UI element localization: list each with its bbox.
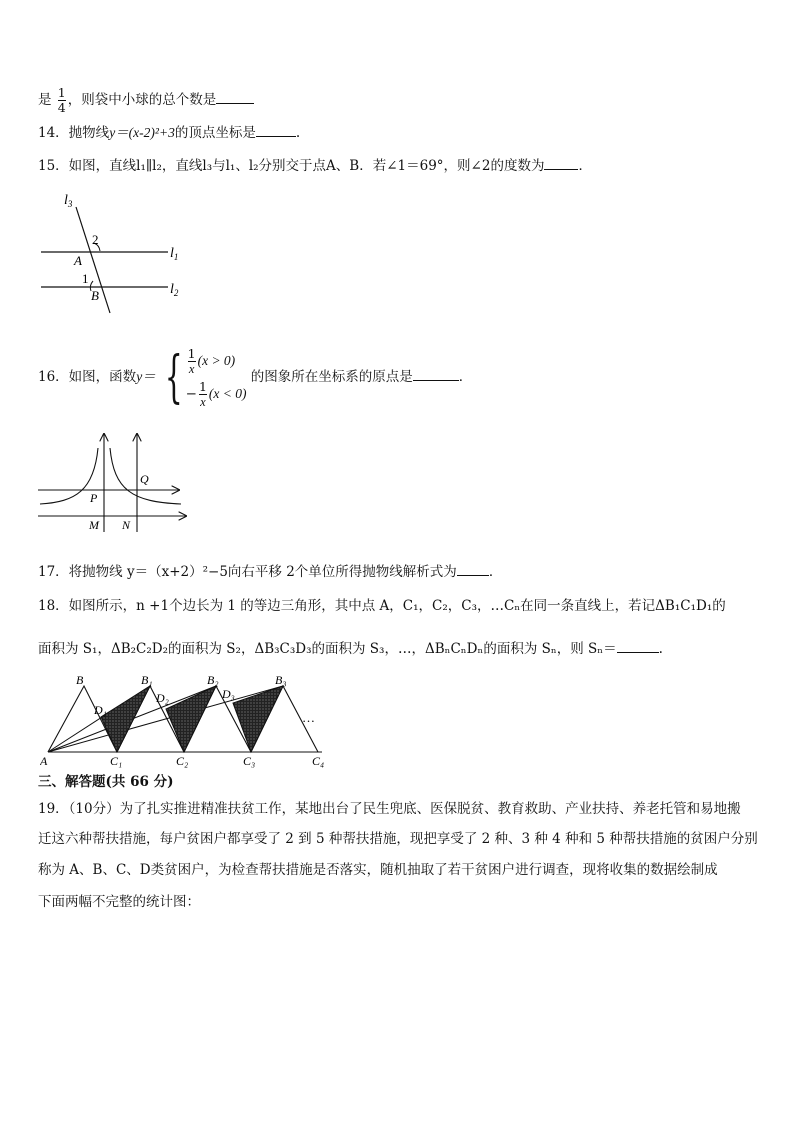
label-C4: C₄ xyxy=(312,754,325,768)
q16-figure xyxy=(36,430,191,535)
q16-case-2: − $\frac{1}{x}$ (x < 0) xyxy=(185,378,247,409)
label-C3: C₃ xyxy=(243,754,256,768)
label-C2: C₂ xyxy=(176,754,189,768)
q16-y: y＝ xyxy=(136,369,156,384)
label-angle-1: 1 xyxy=(82,271,89,286)
q15-figure xyxy=(38,185,198,320)
label-C1: C₁ xyxy=(110,754,123,768)
q15-end: ． xyxy=(578,158,592,174)
label-l1: $l_1$ xyxy=(170,246,179,262)
label-D2: D₂ xyxy=(156,691,169,705)
q13-frac-numerator: 1 xyxy=(57,85,66,100)
q17-answer-blank[interactable] xyxy=(457,561,489,576)
label-B1: B₁ xyxy=(141,673,153,687)
q19-line-3 xyxy=(38,860,718,880)
q18-end: . xyxy=(658,641,663,657)
q18-line-1 xyxy=(38,596,726,616)
q18-text-1: 18．如图所示，n +1个边长为 1 的等边三角形，其中点 A，C₁，C₂，C₃，…Cₙ在同一条直线上，若记ΔB₁C₁D₁的 xyxy=(38,598,726,614)
q15-line xyxy=(38,155,592,176)
label-D3: D₃ xyxy=(222,687,235,701)
q13-tail-line xyxy=(38,86,254,115)
label-Q: Q xyxy=(140,472,149,486)
q17-line xyxy=(38,561,502,582)
q17-text: 17．将抛物线 y＝（x+2）²−5向右平移 2个单位所得抛物线解析式为 xyxy=(38,564,457,580)
label-B2: B₂ xyxy=(207,673,219,687)
q19-text-1: 19．（10分）为了扎实推进精准扶贫工作，某地出台了民生兜底、医保脱贫、教育救助、产业扶持、养老托管和易地搬 xyxy=(38,801,741,817)
q13-suffix: ，则袋中小球的总个数是 xyxy=(67,92,217,108)
q18-answer-blank[interactable] xyxy=(617,638,659,653)
q13-answer-blank[interactable] xyxy=(216,89,254,104)
q16-case-1: $\frac{1}{x}$ (x > 0) xyxy=(187,345,236,376)
q16-text: 的图象所在坐标系的原点是 xyxy=(250,369,413,385)
q16-brace: { xyxy=(164,344,183,410)
q16-line xyxy=(38,340,472,414)
label-ellipsis: … xyxy=(302,710,315,725)
label-P: P xyxy=(90,491,98,505)
shaded-triangle-3 xyxy=(233,686,283,752)
label-B3: B₃ xyxy=(275,673,287,687)
q13-frac-denominator: 4 xyxy=(57,100,66,115)
label-B: B xyxy=(76,673,84,687)
label-angle-2: 2 xyxy=(92,232,99,247)
label-point-A: A xyxy=(74,253,82,268)
label-D1: D₁ xyxy=(94,703,107,717)
q14-number: 14．抛物线 xyxy=(38,125,110,141)
q16-end: ． xyxy=(458,369,473,385)
q16-number: 16．如图，函数 xyxy=(38,369,137,385)
q19-text-2: 迁这六种帮扶措施，每户贫困户都享受了 2 到 5 种帮扶措施，现把享受了 2 种、3 种 4 种和 5 种帮扶措施的贫困户分别 xyxy=(38,831,758,847)
q14-text: 的顶点坐标是 xyxy=(174,125,256,141)
label-l2: $l_2$ xyxy=(170,282,179,298)
q14-line xyxy=(38,122,300,143)
label-M: M xyxy=(89,518,99,532)
q19-line-2 xyxy=(38,829,758,849)
q16-piecewise xyxy=(160,344,247,410)
q14-formula: y＝(x-2)²+3 xyxy=(109,125,175,140)
q19-line-1 xyxy=(38,799,741,819)
q18-line-2 xyxy=(38,638,663,659)
q15-answer-blank[interactable] xyxy=(544,155,578,170)
q14-answer-blank[interactable] xyxy=(256,122,296,137)
q16-answer-blank[interactable] xyxy=(413,366,459,381)
q18-text-2: 面积为 S₁，ΔB₂C₂D₂的面积为 S₂，ΔB₃C₃D₃的面积为 S₃，…，ΔBₙCₙDₙ的面积为 Sₙ，则 Sₙ＝ xyxy=(38,641,617,657)
label-point-B: B xyxy=(91,288,99,303)
q14-end: . xyxy=(295,125,301,141)
label-N: N xyxy=(122,518,131,532)
q17-end: ． xyxy=(488,564,503,580)
q19-text-3: 称为 A、B、C、D类贫困户，为检查帮扶措施是否落实，随机抽取了若干贫困户进行调查，现将收集的数据绘制成 xyxy=(38,862,718,878)
q18-figure xyxy=(40,672,340,772)
shaded-triangle-1 xyxy=(101,686,150,752)
q19-line-4 xyxy=(38,892,200,912)
label-l3: $l_3$ xyxy=(64,193,73,209)
q15-text: 15．如图，直线l₁∥l₂，直线l₃与l₁、l₂分别交于点A、B．若∠1＝69°，则∠2的度数为 xyxy=(38,158,545,174)
q13-fraction xyxy=(58,86,66,115)
section-3-title: 三、解答题(共 66 分) xyxy=(38,774,174,790)
q19-text-4: 下面两幅不完整的统计图： xyxy=(38,894,200,910)
label-A: A xyxy=(40,754,48,768)
q13-prefix: 是 xyxy=(38,92,52,108)
